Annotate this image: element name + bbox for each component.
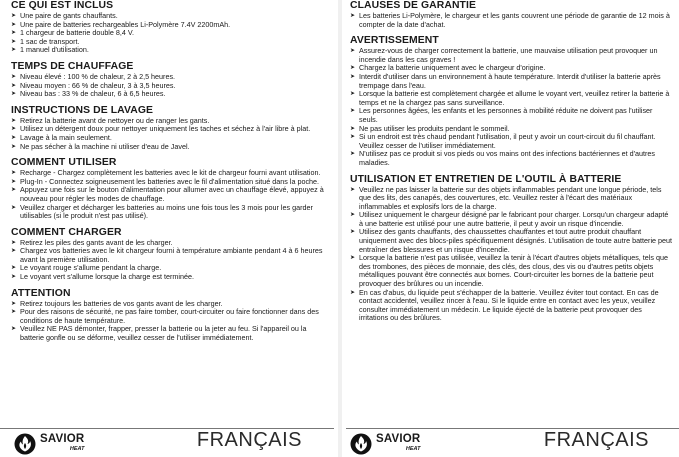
list-item: ➤ Niveau bas : 33 % de chaleur, 6 à 6,5 heures.	[11, 90, 330, 99]
section	[11, 288, 330, 343]
list-item: ➤ Assurez-vous de charger correctement la batterie, une mauvaise utilisation peut provoquer un incendie dans les cas graves !	[350, 47, 673, 64]
list-item: ➤ N'utilisez pas ce produit si vos pieds ou vos mains ont des infections bactériennes et d'autres maladies.	[350, 150, 673, 167]
left-page	[0, 0, 334, 457]
brand-logo	[350, 433, 420, 455]
list-item: ➤ Utilisez uniquement le chargeur désigné par le fabricant pour charger. Lorsqu'un chargeur adapté à une batterie est utilisé pour une autre batterie, il peut y avoir un risque d'incendie.	[350, 211, 673, 228]
bullet-list	[350, 47, 673, 167]
list-item: ➤ Utilisez un détergent doux pour nettoyer uniquement les taches et séchez à l'air libre à plat.	[11, 125, 330, 134]
list-item: ➤ Lavage à la main seulement.	[11, 134, 330, 143]
section	[11, 105, 330, 151]
language-label: FRANÇAIS	[543, 429, 649, 451]
list-item: ➤ 1 sac de transport.	[11, 38, 330, 47]
section	[11, 0, 330, 55]
bullet-list	[11, 169, 330, 221]
list-item: ➤ Chargez la batterie uniquement avec le chargeur d'origine.	[350, 64, 673, 73]
list-item: ➤ Le voyant vert s'allume lorsque la charge est terminée.	[11, 273, 330, 282]
page-footer	[0, 423, 334, 457]
list-item: ➤ Retirez toujours les batteries de vos gants avant de les charger.	[11, 300, 330, 309]
page-separator	[338, 0, 342, 457]
list-item: ➤ Appuyez une fois sur le bouton d'alimentation pour allumer avec un chauffage élevé, appuyez à nouveau pour régler les modes de chauffage.	[11, 186, 330, 203]
brand-name: SAVIOR	[40, 433, 85, 445]
list-item: ➤ Une paire de gants chauffants.	[11, 12, 330, 21]
section-title: UTILISATION ET ENTRETIEN DE L'OUTIL À BATTERIE	[350, 173, 622, 185]
section	[11, 157, 330, 221]
list-item: ➤ Lorsque la batterie n'est pas utilisée, veuillez la tenir à l'écart d'autres objets métalliques, tels que des trombones, des pièces de monnaie, des clés, des clous, des vis ou d'autres petits objets métalliques pouvant être connectés aux bornes. Court-circuiter les bornes de la batterie peut provoquer des brûlures ou un incendie.	[350, 254, 673, 288]
language-label: FRANÇAIS	[196, 429, 302, 451]
bullet-list	[11, 117, 330, 151]
page-footer	[346, 423, 679, 457]
list-item: ➤ En cas d'abus, du liquide peut s'échapper de la batterie. Veuillez éviter tout contact. En cas de contact accidentel, veuillez rincer à l'eau. Si le liquide entre en contact avec les yeux, veuillez consulter immédiatement un médecin. Le liquide éjecté de la batterie peut provoquer des irritations ou des brûlures.	[350, 289, 673, 323]
brand-sub: HEAT	[405, 446, 421, 452]
section-title: INSTRUCTIONS DE LAVAGE	[11, 104, 154, 116]
section	[350, 0, 673, 29]
right-content	[350, 0, 673, 415]
section	[350, 174, 673, 324]
section-title: CLAUSES DE GARANTIE	[350, 0, 477, 11]
list-item: ➤ Niveau moyen : 66 % de chaleur, 3 à 3,5 heures.	[11, 82, 330, 91]
section-title: CE QUI EST INCLUS	[11, 0, 114, 11]
list-item: ➤ Les batteries Li-Polymère, le chargeur et les gants couvrent une période de garantie de 12 mois à compter de la date d'achat.	[350, 12, 673, 29]
list-item: ➤ Retirez la batterie avant de nettoyer ou de ranger les gants.	[11, 117, 330, 126]
section	[350, 35, 673, 167]
section-title: COMMENT CHARGER	[11, 226, 122, 238]
list-item: ➤ Lorsque la batterie est complètement chargée et allume le voyant vert, veuillez retirer la batterie à temps et ne la chargez pas sans surveillance.	[350, 90, 673, 107]
list-item: ➤ Pour des raisons de sécurité, ne pas faire tomber, court-circuiter ou faire fonctionner dans des conditions de haute température.	[11, 308, 330, 325]
list-item: ➤ Ne pas sécher à la machine ni utiliser d'eau de Javel.	[11, 143, 330, 152]
section	[11, 227, 330, 282]
list-item: ➤ Retirez les piles des gants avant de les charger.	[11, 239, 330, 248]
section-title: AVERTISSEMENT	[350, 35, 439, 47]
list-item: ➤ Recharge - Chargez complètement les batteries avec le kit de chargeur fourni avant utilisation.	[11, 169, 330, 178]
list-item: ➤ Ne pas utiliser les produits pendant le sommeil.	[350, 125, 673, 134]
list-item: ➤ Si un endroit est très chaud pendant l'utilisation, il peut y avoir un court-circuit du fil chauffant. Veuillez cesser de l'utiliser immédiatement.	[350, 133, 673, 150]
list-item: ➤ Veuillez charger et décharger les batteries au moins une fois tous les 3 mois pour les garder utilisables (si le produit n'est pas utilisé).	[11, 204, 330, 221]
section-title: TEMPS DE CHAUFFAGE	[11, 60, 134, 72]
list-item: ➤ Interdit d'utiliser dans un environnement à haute température. Interdit d'utiliser la batterie après trempage dans l'eau.	[350, 73, 673, 90]
bullet-list	[11, 239, 330, 282]
bullet-list	[350, 186, 673, 324]
bullet-list	[350, 12, 673, 29]
brand-logo	[14, 433, 84, 455]
list-item: ➤ Veuillez NE PAS démonter, frapper, presser la batterie ou la jeter au feu. Si l'appareil ou la batterie gonfle ou se déforme, veuillez cesser de l'utiliser immédiatement.	[11, 325, 330, 342]
right-page	[346, 0, 679, 457]
list-item: ➤ Niveau élevé : 100 % de chaleur, 2 à 2,5 heures.	[11, 73, 330, 82]
brand-sub: HEAT	[69, 446, 85, 452]
list-item: ➤ Plug-In - Connectez soigneusement les batteries avec le fil d'alimentation situé dans la poche.	[11, 178, 330, 187]
list-item: ➤ Le voyant rouge s'allume pendant la charge.	[11, 264, 330, 273]
brand-name: SAVIOR	[376, 433, 421, 445]
section-title: COMMENT UTILISER	[11, 157, 117, 169]
list-item: ➤ Veuillez ne pas laisser la batterie sur des objets inflammables pendant une longue période, tels que des lits, des canapés, des couvertures, etc. Veuillez rester à l'écart des matériaux inflammables et explosifs lors de la charge.	[350, 186, 673, 212]
bullet-list	[11, 300, 330, 343]
list-item: ➤ Les personnes âgées, les enfants et les personnes à mobilité réduite ne doivent pas l'utiliser seuls.	[350, 107, 673, 124]
section	[11, 61, 330, 99]
left-content	[11, 0, 330, 415]
bullet-list	[11, 73, 330, 99]
savior-heat-logo-icon	[350, 433, 372, 455]
section-title: ATTENTION	[11, 287, 71, 299]
list-item: ➤ Chargez vos batteries avec le kit chargeur fourni à température ambiante pendant 4 à 6 heures avant la première utilisation.	[11, 247, 330, 264]
savior-heat-logo-icon	[14, 433, 36, 455]
list-item: ➤ 1 manuel d'utilisation.	[11, 46, 330, 55]
list-item: ➤ Utilisez des gants chauffants, des chaussettes chauffantes et tout autre produit chauffant uniquement avec des blocs-piles spécifiquement désignés. L'utilisation de toute autre batterie peut entraîner des blessures et un risque d'incendie.	[350, 228, 673, 254]
bullet-list	[11, 12, 330, 55]
list-item: ➤ 1 chargeur de batterie double 8,4 V.	[11, 29, 330, 38]
list-item: ➤ Une paire de batteries rechargeables Li-Polymère 7.4V 2200mAh.	[11, 21, 330, 30]
